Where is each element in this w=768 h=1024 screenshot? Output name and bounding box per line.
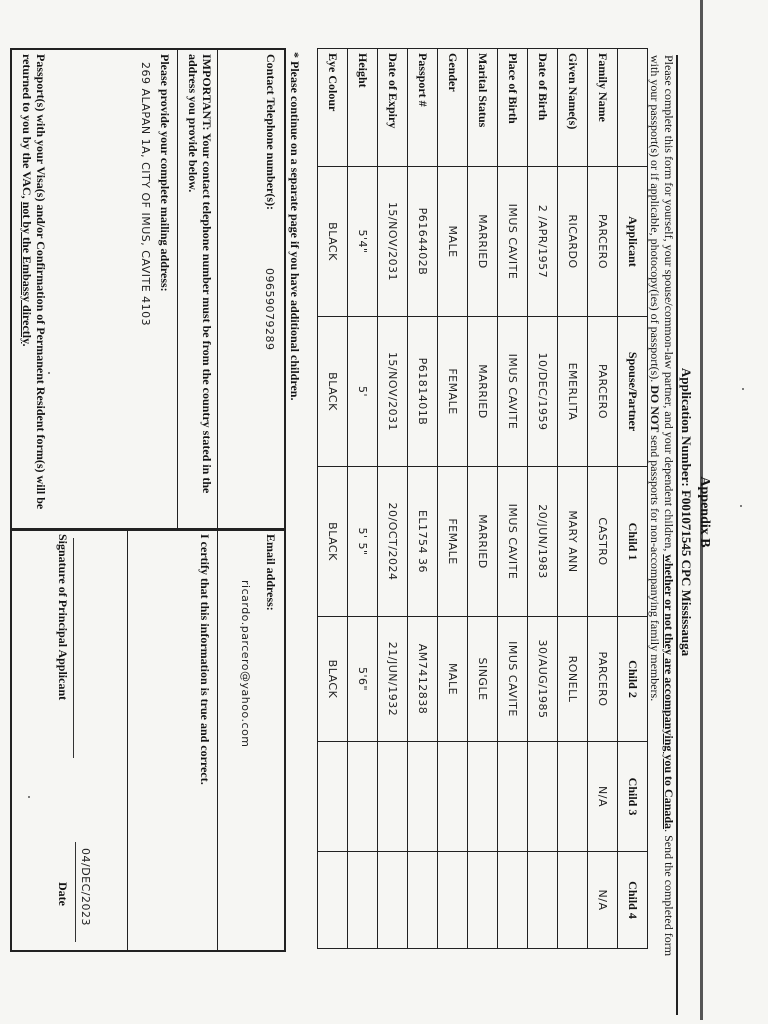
- row-label: Passport #: [408, 49, 438, 167]
- table-cell: 5': [348, 317, 378, 467]
- date-line: [75, 842, 76, 942]
- table-cell: [438, 742, 468, 852]
- table-row: [528, 49, 558, 949]
- phone-label: Contact Telephone number(s):: [264, 54, 278, 211]
- table-cell: [318, 852, 348, 949]
- mailing-address-label: Please provide your complete mailing address:: [158, 54, 172, 292]
- row-label: Marital Status: [468, 49, 498, 167]
- family-details-table: [317, 48, 648, 949]
- return-notice-part2: .: [20, 343, 34, 347]
- row-label: Place of Birth: [498, 49, 528, 167]
- table-cell: 5'4": [348, 167, 378, 317]
- column-header-child-4: Child 4: [618, 852, 648, 949]
- table-cell: [318, 742, 348, 852]
- table-cell: RONELL: [558, 617, 588, 742]
- signature-line: [73, 538, 74, 758]
- certification-box: [10, 528, 286, 952]
- column-header-child-3: Child 3: [618, 742, 648, 852]
- table-cell: MALE: [438, 167, 468, 317]
- row-label: Given Name(s): [558, 49, 588, 167]
- table-cell: [468, 742, 498, 852]
- important-notice: IMPORTANT: Your contact telephone number must be from the country stated in the address you provide below.: [186, 54, 214, 494]
- column-header-applicant: Applicant: [618, 167, 648, 317]
- table-cell: [348, 742, 378, 852]
- table-cell: 2 /APR/1957: [528, 167, 558, 317]
- header-rule: [676, 55, 678, 1015]
- row-label: Date of Expiry: [378, 49, 408, 167]
- column-header-child-1: Child 1: [618, 467, 648, 617]
- table-cell: CASTRO: [588, 467, 618, 617]
- column-header: [618, 49, 648, 167]
- appendix-title: Appendix B: [697, 476, 712, 548]
- date-label: Date: [56, 882, 70, 906]
- table-cell: MARRIED: [468, 467, 498, 617]
- table-cell: FEMALE: [438, 467, 468, 617]
- table-cell: BLACK: [318, 617, 348, 742]
- table-row: [438, 49, 468, 949]
- table-cell: PARCERO: [588, 617, 618, 742]
- table-cell: N/A: [588, 742, 618, 852]
- table-cell: [348, 852, 378, 949]
- row-label: Eye Colour: [318, 49, 348, 167]
- contact-divider: [177, 50, 178, 530]
- email-value: ricardo.parcero@yahoo.com: [239, 580, 252, 748]
- table-row: [558, 49, 588, 949]
- table-cell: SINGLE: [468, 617, 498, 742]
- table-cell: [558, 852, 588, 949]
- return-notice-part1: Passport(s) with your Visa(s) and/or Confirmation of Permanent Resident form(s) will be returned to you by the VAC,: [20, 54, 48, 510]
- table-cell: [378, 852, 408, 949]
- table-cell: 30/AUG/1985: [528, 617, 558, 742]
- table-row: [378, 49, 408, 949]
- table-cell: [558, 742, 588, 852]
- table-cell: PARCERO: [588, 317, 618, 467]
- table-cell: [498, 742, 528, 852]
- instructions-part1: Please complete this form for yourself, your spouse/common-law partner, and your dependent children,: [662, 55, 676, 555]
- family-details-table-wrap: [317, 48, 648, 948]
- table-row: [408, 49, 438, 949]
- table-cell: [408, 742, 438, 852]
- table-cell: IMUS CAVITE: [498, 317, 528, 467]
- signature-label: Signature of Principal Applicant: [56, 534, 70, 701]
- return-notice-emphasis: not by the Embassy directly: [20, 201, 34, 344]
- table-cell: 20/OCT/2024: [378, 467, 408, 617]
- table-cell: [528, 742, 558, 852]
- table-cell: 21/JUN/1932: [378, 617, 408, 742]
- date-value: 04/DEC/2023: [79, 848, 92, 927]
- instructions-emphasis: whether or not they are accompanying you to Canada: [662, 554, 676, 830]
- email-label: Email address:: [264, 534, 278, 611]
- instructions: [648, 55, 676, 965]
- row-label: Height: [348, 49, 378, 167]
- table-cell: MARY ANN: [558, 467, 588, 617]
- application-number: Application Number: F001071545 CPC Mississauga: [679, 367, 694, 657]
- table-cell: [498, 852, 528, 949]
- phone-value: 09659079289: [263, 268, 276, 351]
- table-cell: IMUS CAVITE: [498, 617, 528, 742]
- row-label: Family Name: [588, 49, 618, 167]
- table-cell: 15/NOV/2031: [378, 167, 408, 317]
- table-cell: [468, 852, 498, 949]
- table-row: [318, 49, 348, 949]
- table-cell: P6181401B: [408, 317, 438, 467]
- table-body: [318, 49, 618, 949]
- table-cell: [528, 852, 558, 949]
- table-cell: [378, 742, 408, 852]
- table-cell: FEMALE: [438, 317, 468, 467]
- row-label: Date of Birth: [528, 49, 558, 167]
- certify-statement: I certify that this information is true and correct.: [198, 534, 212, 785]
- table-cell: AM7412838: [408, 617, 438, 742]
- table-cell: 15/NOV/2031: [378, 317, 408, 467]
- contact-box: [10, 48, 286, 531]
- table-cell: 20/JUN/1983: [528, 467, 558, 617]
- column-header-spouse: Spouse/Partner: [618, 317, 648, 467]
- table-cell: BLACK: [318, 467, 348, 617]
- table-cell: BLACK: [318, 317, 348, 467]
- table-row: [468, 49, 498, 949]
- instructions-do-not: DO NOT: [648, 385, 662, 433]
- table-cell: BLACK: [318, 167, 348, 317]
- table-cell: MARRIED: [468, 317, 498, 467]
- table-cell: 10/DEC/1959: [528, 317, 558, 467]
- additional-children-note: * Please continue on a separate page if you have additional children.: [288, 52, 302, 401]
- table-cell: MALE: [438, 617, 468, 742]
- table-cell: [438, 852, 468, 949]
- return-notice: [20, 54, 48, 524]
- table-cell: P6164402B: [408, 167, 438, 317]
- table-cell: [408, 852, 438, 949]
- table-cell: IMUS CAVITE: [498, 467, 528, 617]
- instructions-part3: send passports for non-accompanying family members.: [648, 432, 662, 702]
- table-cell: N/A: [588, 852, 618, 949]
- instructions-part2: . Send the completed form with your passport(s) or if applicable, photocopy(ies) of passport(s).: [648, 55, 676, 957]
- table-row: [498, 49, 528, 949]
- table-cell: RICARDO: [558, 167, 588, 317]
- table-cell: EL1754 36: [408, 467, 438, 617]
- row-label: Gender: [438, 49, 468, 167]
- certification-divider: [217, 530, 218, 950]
- table-cell: IMUS CAVITE: [498, 167, 528, 317]
- column-header-child-2: Child 2: [618, 617, 648, 742]
- table-cell: EMERLITA: [558, 317, 588, 467]
- contact-divider: [217, 50, 218, 530]
- table-row: [588, 49, 618, 949]
- table-cell: MARRIED: [468, 167, 498, 317]
- table-header-row: [618, 49, 648, 949]
- mailing-address-value: 269 ALAPAN 1A, CITY OF IMUS, CAVITE 4103: [139, 62, 152, 327]
- table-cell: 5' 5": [348, 467, 378, 617]
- table-cell: 5'6": [348, 617, 378, 742]
- certification-divider: [127, 530, 128, 950]
- table-row: [348, 49, 378, 949]
- table-cell: PARCERO: [588, 167, 618, 317]
